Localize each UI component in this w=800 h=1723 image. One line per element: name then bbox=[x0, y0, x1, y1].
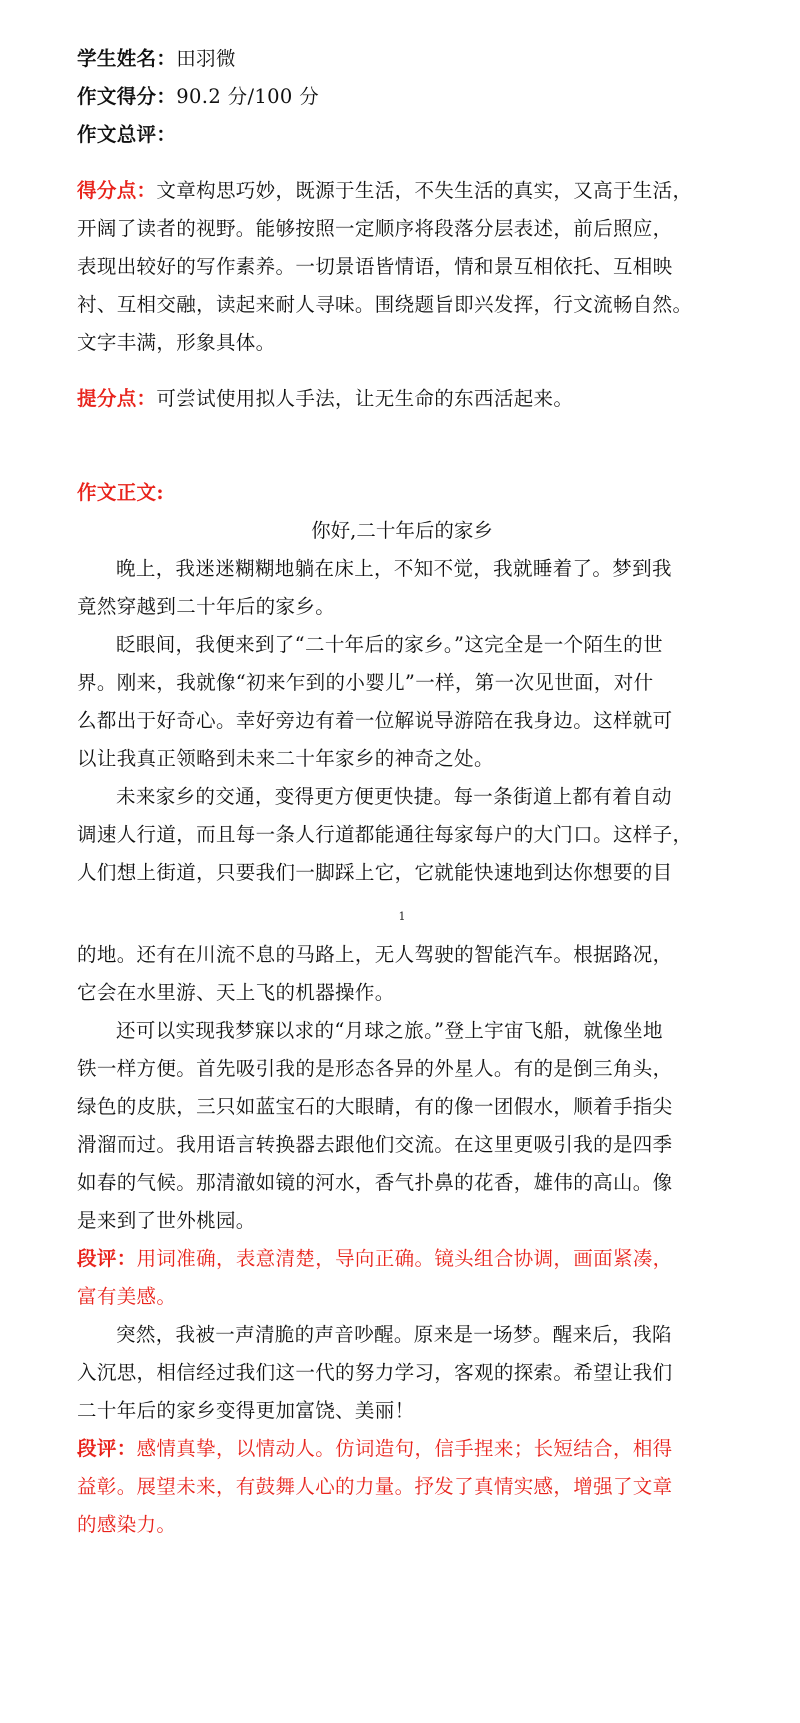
strengths-line: 衬、互相交融，读起来耐人寻味。围绕题旨即兴发挥，行文流畅自然。 bbox=[77, 293, 693, 316]
essay-line: 未来家乡的交通，变得更方便更快捷。每一条街道上都有着自动 bbox=[116, 785, 672, 808]
essay-line: 的地。还有在川流不息的马路上，无人驾驶的智能汽车。根据路况， bbox=[77, 943, 673, 966]
essay-line: 晚上，我迷迷糊糊地躺在床上，不知不觉，我就睡着了。梦到我 bbox=[116, 557, 672, 580]
score-label: 作文得分： bbox=[77, 85, 177, 108]
paragraph-comment-line: 的感染力。 bbox=[77, 1513, 177, 1536]
essay-line: 突然，我被一声清脆的声音吵醒。原来是一场梦。醒来后，我陷 bbox=[116, 1323, 672, 1346]
improvements-text: 可尝试使用拟人手法，让无生命的东西活起来。 bbox=[156, 387, 574, 410]
paragraph-comment: 段评：用词准确，表意清楚，导向正确。镜头组合协调，画面紧凑， bbox=[77, 1247, 673, 1270]
paragraph-comment: 段评：感情真挚，以情动人。仿词造句，信手捏来；长短结合，相得 bbox=[77, 1437, 673, 1460]
essay-line: 以让我真正领略到未来二十年家乡的神奇之处。 bbox=[77, 747, 494, 770]
essay-line: 眨眼间，我便来到了“二十年后的家乡。”这完全是一个陌生的世 bbox=[116, 633, 663, 656]
student-name-label: 学生姓名： bbox=[77, 47, 177, 70]
essay-line: 它会在水里游、天上飞的机器操作。 bbox=[77, 981, 395, 1004]
essay-line: 铁一样方便。首先吸引我的是形态各异的外星人。有的是倒三角头， bbox=[77, 1057, 673, 1080]
essay-line: 人们想上街道，只要我们一脚踩上它，它就能快速地到达你想要的目 bbox=[77, 861, 673, 884]
essay-line: 入沉思，相信经过我们这一代的努力学习，客观的探索。希望让我们 bbox=[77, 1361, 673, 1384]
paragraph-comment-line: 富有美感。 bbox=[77, 1285, 177, 1308]
essay-title: 你好,二十年后的家乡 bbox=[311, 519, 493, 542]
essay-line: 界。刚来，我就像“初来乍到的小婴儿”一样，第一次见世面，对什 bbox=[77, 671, 654, 694]
student-name-row bbox=[77, 46, 236, 72]
strengths-line: 文字丰满，形象具体。 bbox=[77, 331, 276, 354]
student-name-value: 田羽微 bbox=[176, 47, 236, 70]
essay-label: 作文正文: bbox=[77, 481, 164, 504]
improvements-label: 提分点： bbox=[77, 387, 157, 410]
essay-line: 竟然穿越到二十年后的家乡。 bbox=[77, 595, 336, 618]
strengths-label: 得分点： bbox=[77, 179, 157, 202]
score-value: 90.2 分/100 分 bbox=[176, 85, 320, 108]
strengths-line: 得分点：文章构思巧妙，既源于生活，不失生活的真实，又高于生活， bbox=[77, 179, 693, 202]
paragraph-comment-line: 益彰。展望未来，有鼓舞人心的力量。抒发了真情实感，增强了文章 bbox=[77, 1475, 673, 1498]
strengths-line: 开阔了读者的视野。能够按照一定顺序将段落分层表述，前后照应， bbox=[77, 217, 673, 240]
improvements-line bbox=[77, 386, 573, 412]
essay-line: 二十年后的家乡变得更加富饶、美丽！ bbox=[77, 1399, 415, 1422]
essay-line: 么都出于好奇心。幸好旁边有着一位解说导游陪在我身边。这样就可 bbox=[77, 709, 673, 732]
strengths-line: 表现出较好的写作素养。一切景语皆情语，情和景互相依托、互相映 bbox=[77, 255, 673, 278]
page-number: 1 bbox=[398, 910, 406, 923]
essay-line: 滑溜而过。我用语言转换器去跟他们交流。在这里更吸引我的是四季 bbox=[77, 1133, 673, 1156]
essay-line: 调速人行道，而且每一条人行道都能通往每家每户的大门口。这样子， bbox=[77, 823, 693, 846]
essay-line: 还可以实现我梦寐以求的“月球之旅。”登上宇宙飞船，就像坐地 bbox=[116, 1019, 663, 1042]
essay-line: 是来到了世外桃园。 bbox=[77, 1209, 256, 1232]
overall-comment-label: 作文总评： bbox=[77, 123, 177, 146]
paragraph-comment-label: 段评： bbox=[77, 1437, 137, 1460]
paragraph-comment-label: 段评： bbox=[77, 1247, 137, 1270]
score-row bbox=[77, 84, 319, 110]
essay-line: 绿色的皮肤，三只如蓝宝石的大眼睛，有的像一团假水，顺着手指尖 bbox=[77, 1095, 673, 1118]
essay-line: 如春的气候。那清澈如镜的河水，香气扑鼻的花香，雄伟的高山。像 bbox=[77, 1171, 673, 1194]
